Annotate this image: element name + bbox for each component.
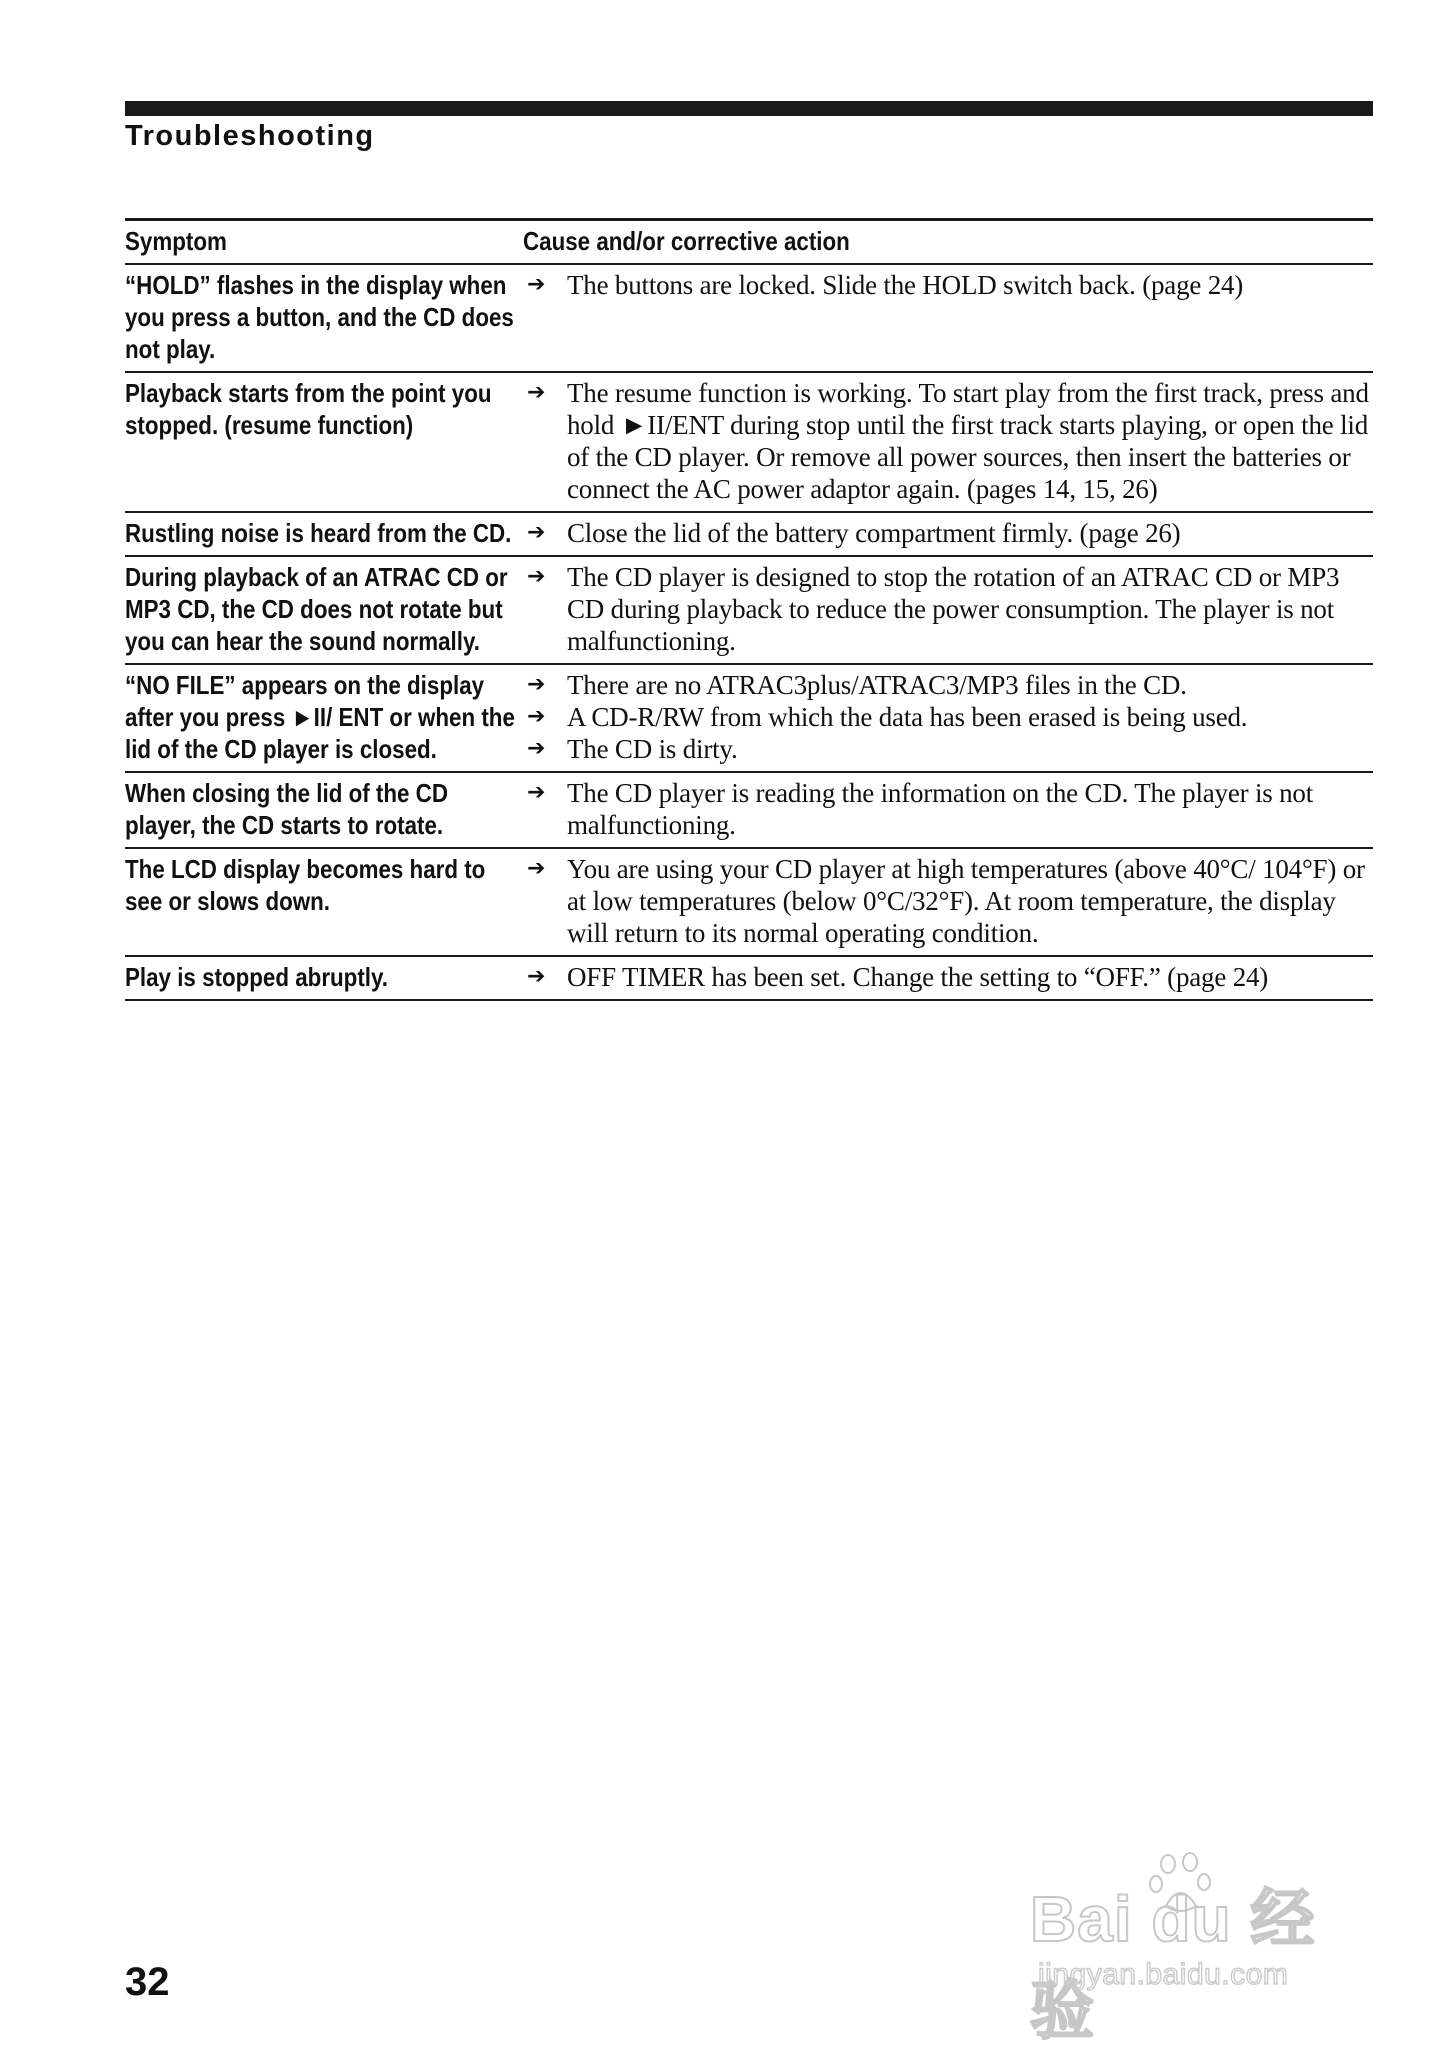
cause-cell	[523, 373, 1373, 511]
symptom-cell: Rustling noise is heard from the CD.	[125, 518, 512, 548]
troubleshooting-table	[125, 218, 1373, 1001]
arrow-icon: ➔	[527, 272, 546, 297]
symptom-cell: Play is stopped abruptly.	[125, 962, 388, 992]
arrow-icon: ➔	[527, 856, 546, 881]
cause-cell	[523, 849, 1373, 955]
watermark-url: jingyan.baidu.com	[1038, 1958, 1289, 1991]
action-item	[523, 561, 1373, 657]
table-row	[125, 773, 1373, 849]
table-row	[125, 513, 1373, 557]
action-text: There are no ATRAC3plus/ATRAC3/MP3 files in the CD.	[567, 670, 1187, 700]
action-text: The CD player is reading the information on the CD. The player is not malfunctioning.	[567, 778, 1314, 840]
action-item	[523, 269, 1373, 301]
table-header	[125, 221, 1373, 265]
section-title: Troubleshooting	[125, 120, 375, 152]
cause-cell	[523, 773, 1373, 847]
action-item	[523, 733, 1373, 765]
symptom-cell: When closing the lid of the CD player, the CD starts to rotate.	[125, 778, 448, 840]
table-row	[125, 665, 1373, 773]
action-text: Close the lid of the battery compartment firmly. (page 26)	[567, 518, 1181, 548]
action-item	[523, 669, 1373, 701]
symptom-cell: “HOLD” flashes in the display when you press a button, and the CD does not play.	[125, 270, 514, 364]
watermark-logo: Bai du 经验	[1030, 1883, 1316, 2047]
table-row	[125, 957, 1373, 1001]
symptom-cell: “NO FILE” appears on the display after you press ►II/ ENT or when the lid of the CD player is closed.	[125, 670, 515, 764]
top-rule	[125, 101, 1373, 116]
action-item	[523, 961, 1373, 993]
arrow-icon: ➔	[527, 380, 546, 405]
arrow-icon: ➔	[527, 564, 546, 589]
header-cause: Cause and/or corrective action	[523, 226, 850, 256]
header-symptom: Symptom	[125, 226, 227, 256]
cause-cell	[523, 957, 1373, 999]
arrow-icon: ➔	[527, 736, 546, 761]
action-text: OFF TIMER has been set. Change the setting to “OFF.” (page 24)	[567, 962, 1269, 992]
arrow-icon: ➔	[527, 704, 546, 729]
table-body	[125, 265, 1373, 1001]
action-item	[523, 853, 1373, 949]
arrow-icon: ➔	[527, 964, 546, 989]
action-item	[523, 517, 1373, 549]
arrow-icon: ➔	[527, 672, 546, 697]
table-row	[125, 265, 1373, 373]
symptom-cell: The LCD display becomes hard to see or slows down.	[125, 854, 486, 916]
page-number: 32	[125, 1960, 170, 2004]
symptom-cell: During playback of an ATRAC CD or MP3 CD, the CD does not rotate but you can hear the sound normally.	[125, 562, 508, 656]
arrow-icon: ➔	[527, 780, 546, 805]
arrow-icon: ➔	[527, 520, 546, 545]
table-row	[125, 373, 1373, 513]
baidu-watermark	[1030, 1850, 1370, 2047]
action-text: A CD-R/RW from which the data has been erased is being used.	[567, 702, 1248, 732]
cause-cell	[523, 513, 1373, 555]
action-item	[523, 777, 1373, 841]
action-item	[523, 377, 1373, 505]
cause-cell	[523, 557, 1373, 663]
action-text: The CD player is designed to stop the rotation of an ATRAC CD or MP3 CD during playback to reduce the power consumption. The player is not malfunctioning.	[567, 562, 1340, 656]
action-text: You are using your CD player at high temperatures (above 40°C/ 104°F) or at low temperatures (below 0°C/32°F). At room temperature, the display will return to its normal operating condition.	[567, 854, 1365, 948]
action-item	[523, 701, 1373, 733]
action-text: The buttons are locked. Slide the HOLD switch back. (page 24)	[567, 270, 1244, 300]
action-text: The resume function is working. To start play from the first track, press and hold ►II/ENT during stop until the first track starts playing, or open the lid of the CD player. Or remove all power sources, then insert the batteries or connect the AC power adaptor again. (pages 14, 15, 26)	[567, 378, 1369, 504]
symptom-cell: Playback starts from the point you stopped. (resume function)	[125, 378, 492, 440]
cause-cell	[523, 665, 1373, 771]
table-row	[125, 849, 1373, 957]
action-text: The CD is dirty.	[567, 734, 738, 764]
table-row	[125, 557, 1373, 665]
cause-cell	[523, 265, 1373, 371]
